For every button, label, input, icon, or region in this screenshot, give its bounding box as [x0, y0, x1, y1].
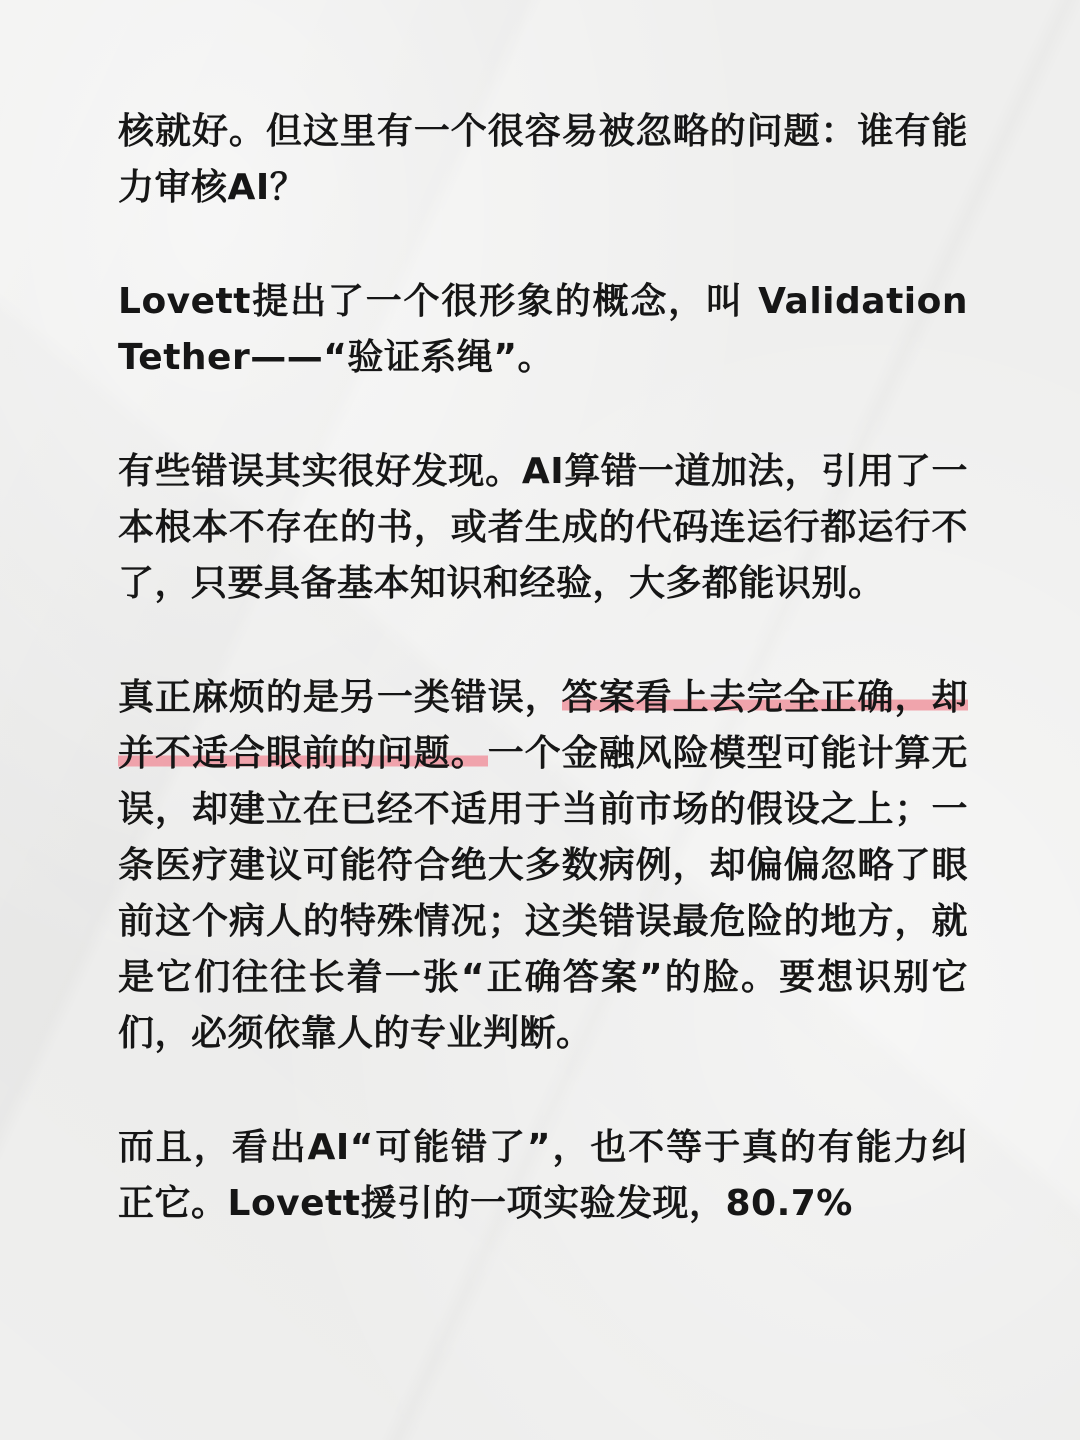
paragraph-4-rest: 一个金融风险模型可能计算无误，却建立在已经不适用于当前市场的假设之上；一条医疗建议可能符合绝大多数病例，却偏偏忽略了眼前这个病人的特殊情况；这类错误最危险的地方，就是它们往往长着一张“正确答案”的脸。要想识别它们，必须依靠人的专业判断。: [118, 733, 968, 1054]
paragraph-4: [118, 670, 968, 1062]
paragraph-1: 核就好。但这里有一个很容易被忽略的问题：谁有能力审核AI？: [118, 111, 968, 208]
highlighted-sentence: 答案看上去完全正确，却并不适合眼前的问题。: [118, 677, 968, 774]
paragraph-4-lead: 真正麻烦的是另一类错误，: [118, 677, 562, 718]
article-body: [118, 104, 968, 1290]
paragraph-5: 而且，看出AI“可能错了”，也不等于真的有能力纠正它。Lovett援引的一项实验发现，80.7%: [118, 1127, 968, 1224]
paragraph-2: Lovett提出了一个很形象的概念，叫 Validation Tether——“验证系绳”。: [118, 281, 968, 378]
paragraph-3: 有些错误其实很好发现。AI算错一道加法，引用了一本根本不存在的书，或者生成的代码连运行都运行不了，只要具备基本知识和经验，大多都能识别。: [118, 451, 968, 604]
